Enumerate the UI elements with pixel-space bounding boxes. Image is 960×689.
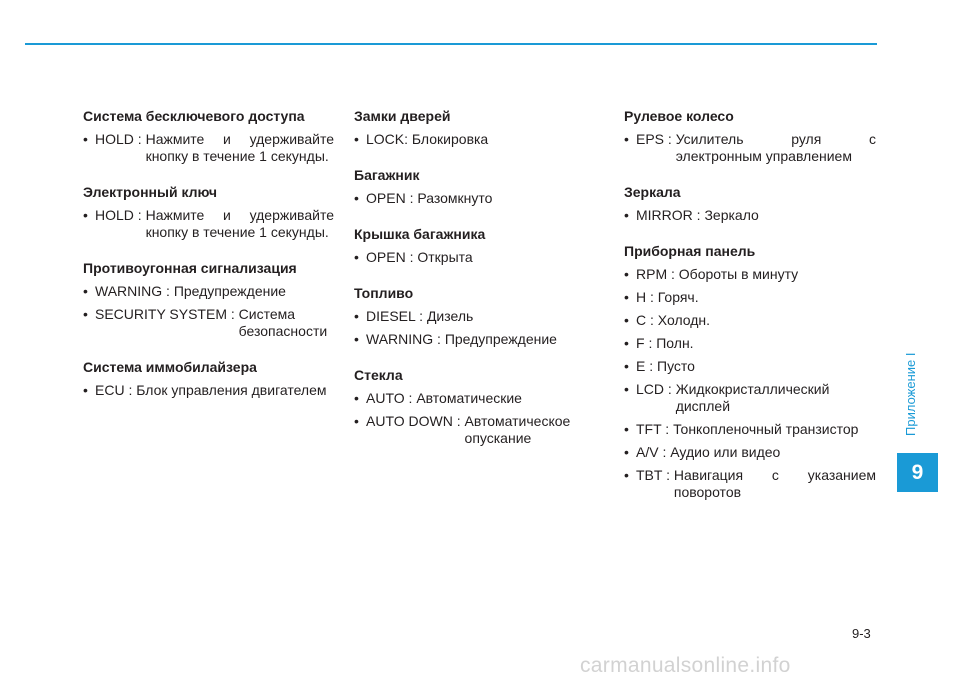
item-description: Усилитель руля с электронным управлением xyxy=(675,131,876,164)
glossary-section xyxy=(83,359,334,399)
section-heading: Рулевое колесо xyxy=(624,108,734,124)
bullet-icon: • xyxy=(83,207,88,223)
glossary-item xyxy=(354,190,604,207)
item-description: Блок управления двигателем xyxy=(136,382,327,398)
glossary-item xyxy=(624,381,876,415)
item-description: Система безопасности xyxy=(238,306,328,339)
item-code: OPEN : xyxy=(366,249,418,265)
glossary-section xyxy=(354,226,604,266)
glossary-item xyxy=(624,444,876,461)
bullet-icon: • xyxy=(624,335,629,351)
item-code: HOLD : xyxy=(95,131,146,147)
item-code: ECU : xyxy=(95,382,137,398)
bullet-icon: • xyxy=(83,283,88,299)
section-heading: Система бесключевого доступа xyxy=(83,108,305,124)
column-2 xyxy=(354,108,604,466)
glossary-section xyxy=(83,108,334,165)
item-description: Предупреждение xyxy=(173,283,286,299)
glossary-item xyxy=(83,306,334,340)
item-description: Горяч. xyxy=(657,289,699,305)
section-heading: Замки дверей xyxy=(354,108,451,124)
bullet-icon: • xyxy=(624,421,629,437)
item-code: LCD : xyxy=(636,381,676,397)
item-description: Нажмите и удерживайте кнопку в течение 1 секунды. xyxy=(145,131,334,164)
item-description: Холодн. xyxy=(657,312,711,328)
bullet-icon: • xyxy=(624,358,629,374)
section-heading: Топливо xyxy=(354,285,414,301)
item-description: Полн. xyxy=(656,335,694,351)
glossary-item xyxy=(624,421,876,438)
bullet-icon: • xyxy=(83,306,88,322)
bullet-icon: • xyxy=(83,382,88,398)
item-code: HOLD : xyxy=(95,207,146,223)
bullet-icon: • xyxy=(624,207,629,223)
glossary-section xyxy=(354,167,604,207)
header-rule xyxy=(25,43,877,45)
item-description: Открыта xyxy=(417,249,473,265)
glossary-item xyxy=(354,413,604,447)
glossary-item xyxy=(624,358,876,375)
item-code: WARNING : xyxy=(366,331,445,347)
bullet-icon: • xyxy=(624,289,629,305)
glossary-item xyxy=(354,249,604,266)
item-description: Тонкопленочный транзистор xyxy=(673,421,859,437)
bullet-icon: • xyxy=(624,381,629,397)
item-code: TFT : xyxy=(636,421,674,437)
section-heading: Багажник xyxy=(354,167,420,183)
item-description: Автоматическое опускание xyxy=(464,413,571,446)
glossary-item xyxy=(83,382,334,399)
bullet-icon: • xyxy=(624,312,629,328)
glossary-section xyxy=(83,184,334,241)
column-3 xyxy=(624,108,876,520)
item-description: Пусто xyxy=(657,358,695,374)
column-1 xyxy=(83,108,334,418)
glossary-item xyxy=(83,283,334,300)
bullet-icon: • xyxy=(624,266,629,282)
glossary-item xyxy=(83,131,334,165)
glossary-item xyxy=(354,308,604,325)
glossary-item xyxy=(624,335,876,352)
bullet-icon: • xyxy=(354,308,359,324)
chapter-number-badge: 9 xyxy=(897,453,938,492)
bullet-icon: • xyxy=(624,444,629,460)
glossary-item xyxy=(354,331,604,348)
bullet-icon: • xyxy=(354,131,359,147)
item-description: Автоматические xyxy=(416,390,522,406)
glossary-item xyxy=(624,467,876,501)
item-code: SECURITY SYSTEM : xyxy=(95,306,239,322)
item-code: E : xyxy=(636,358,658,374)
glossary-section xyxy=(354,285,604,348)
item-code: WARNING : xyxy=(95,283,174,299)
glossary-section xyxy=(624,108,876,165)
item-code: C : xyxy=(636,312,658,328)
item-code: F : xyxy=(636,335,657,351)
glossary-section xyxy=(624,184,876,224)
item-code: TBT : xyxy=(636,467,674,483)
glossary-section xyxy=(354,367,604,447)
chapter-side-label: Приложение I xyxy=(903,352,918,436)
glossary-item xyxy=(83,207,334,241)
item-description: Разомкнуто xyxy=(417,190,493,206)
glossary-item xyxy=(624,312,876,329)
item-code: AUTO : xyxy=(366,390,417,406)
item-code: LOCK: xyxy=(366,131,412,147)
section-heading: Электронный ключ xyxy=(83,184,218,200)
glossary-section xyxy=(83,260,334,340)
section-heading: Стекла xyxy=(354,367,403,383)
item-code: DIESEL : xyxy=(366,308,427,324)
item-description: Блокировка xyxy=(411,131,489,147)
glossary-section xyxy=(354,108,604,148)
section-heading: Крышка багажника xyxy=(354,226,486,242)
watermark-text: carmanualsonline.info xyxy=(580,654,791,677)
glossary-item xyxy=(624,131,876,165)
item-code: RPM : xyxy=(636,266,679,282)
item-code: AUTO DOWN : xyxy=(366,413,465,429)
item-description: Обороты в минуту xyxy=(678,266,799,282)
bullet-icon: • xyxy=(624,467,629,483)
glossary-item xyxy=(624,207,876,224)
bullet-icon: • xyxy=(354,190,359,206)
bullet-icon: • xyxy=(354,390,359,406)
page-number: 9-3 xyxy=(852,626,871,641)
section-heading: Зеркала xyxy=(624,184,681,200)
bullet-icon: • xyxy=(354,331,359,347)
section-heading: Система иммобилайзера xyxy=(83,359,257,375)
item-code: EPS : xyxy=(636,131,676,147)
glossary-item xyxy=(624,289,876,306)
item-description: Зеркало xyxy=(704,207,759,223)
item-description: Навигация с указанием поворотов xyxy=(673,467,876,500)
bullet-icon: • xyxy=(354,249,359,265)
item-description: Жидкокристаллический дисплей xyxy=(675,381,830,414)
glossary-section xyxy=(624,243,876,501)
bullet-icon: • xyxy=(624,131,629,147)
item-description: Аудио или видео xyxy=(670,444,781,460)
section-heading: Приборная панель xyxy=(624,243,756,259)
bullet-icon: • xyxy=(354,413,359,429)
bullet-icon: • xyxy=(83,131,88,147)
glossary-item xyxy=(354,390,604,407)
item-description: Предупреждение xyxy=(444,331,557,347)
glossary-item xyxy=(354,131,604,148)
item-code: OPEN : xyxy=(366,190,418,206)
section-heading: Противоугонная сигнализация xyxy=(83,260,297,276)
item-description: Дизель xyxy=(426,308,474,324)
glossary-item xyxy=(624,266,876,283)
item-description: Нажмите и удерживайте кнопку в течение 1 секунды. xyxy=(145,207,334,240)
item-code: MIRROR : xyxy=(636,207,705,223)
item-code: H : xyxy=(636,289,658,305)
item-code: A/V : xyxy=(636,444,671,460)
